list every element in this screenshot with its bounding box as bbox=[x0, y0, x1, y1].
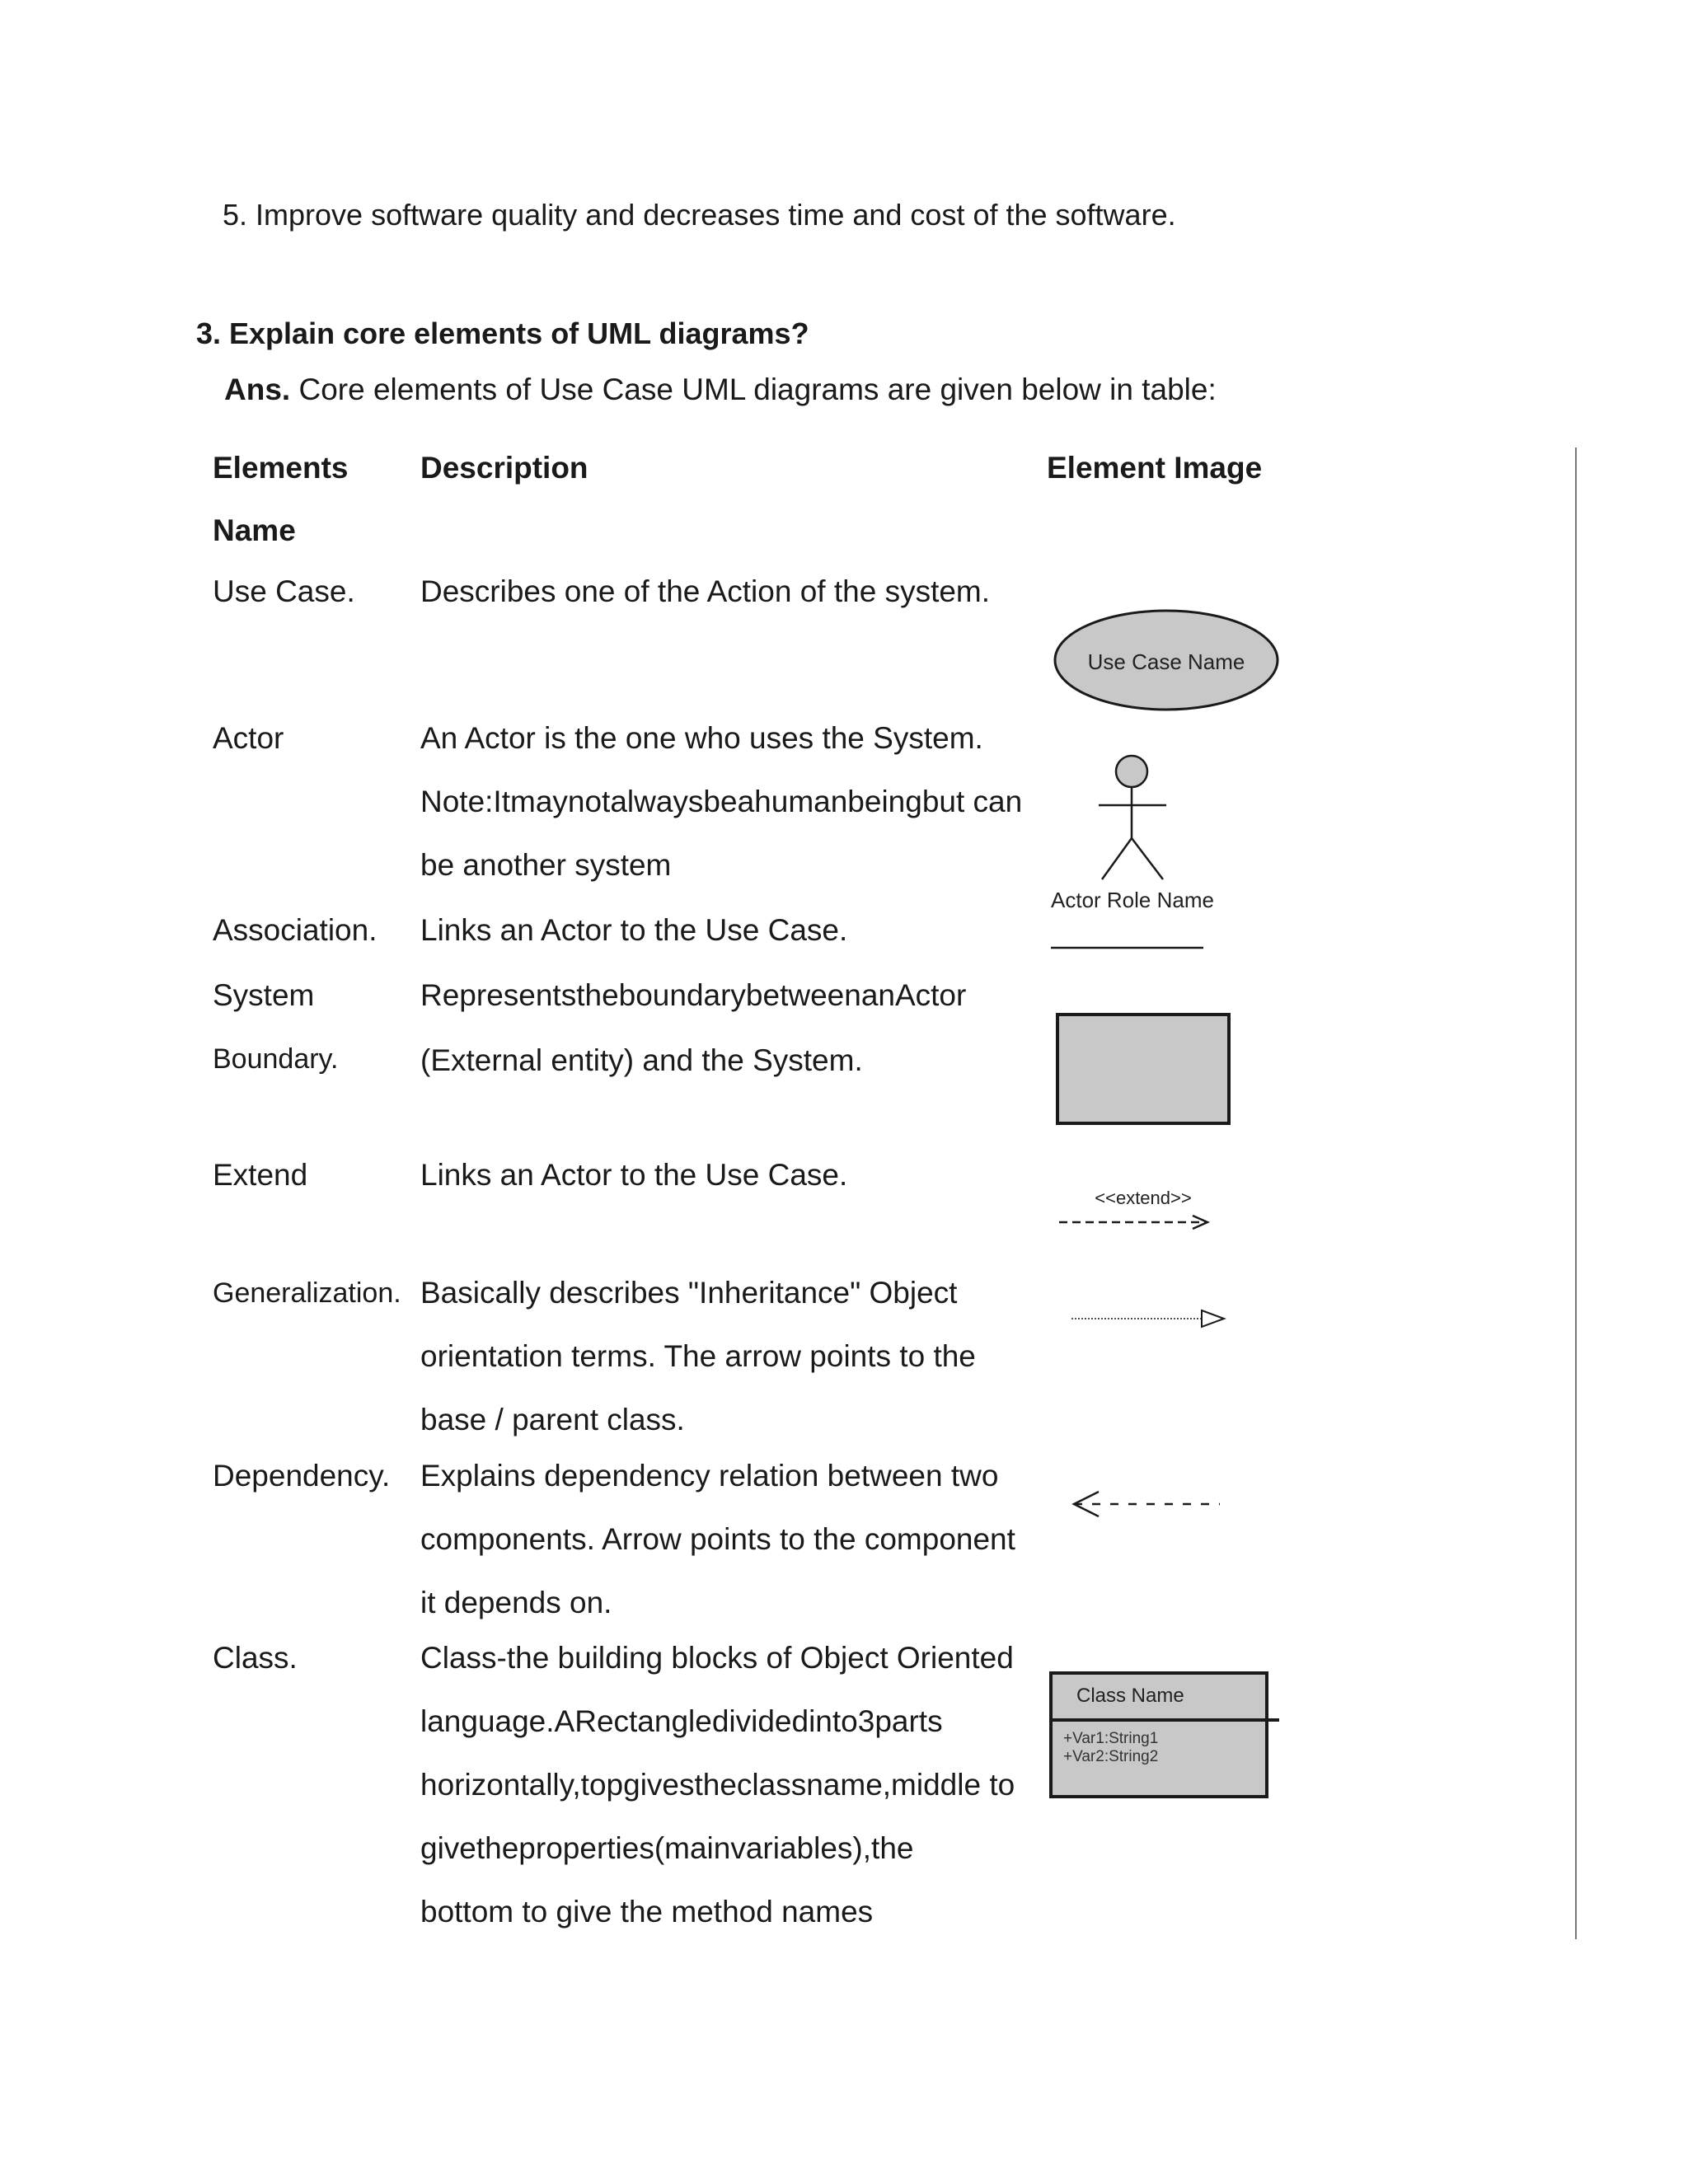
use-case-ellipse-image bbox=[1047, 606, 1286, 715]
question-heading: 3. Explain core elements of UML diagrams? bbox=[196, 316, 809, 350]
header-name: Name bbox=[213, 513, 296, 547]
row-desc-dependency-1: Explains dependency relation between two bbox=[420, 1459, 999, 1493]
row-desc-extend: Links an Actor to the Use Case. bbox=[420, 1158, 848, 1192]
header-element-image: Element Image bbox=[1047, 451, 1263, 485]
row-name-boundary: Boundary. bbox=[213, 1043, 339, 1075]
row-name-actor: Actor bbox=[213, 721, 284, 755]
row-desc-class-4: givetheproperties(mainvariables),the bbox=[420, 1831, 914, 1865]
answer-line bbox=[224, 373, 1217, 407]
class-image-name: Class Name bbox=[1076, 1685, 1184, 1707]
association-line-image bbox=[1047, 940, 1212, 956]
class-box-image bbox=[1047, 1669, 1286, 1809]
row-desc-association: Links an Actor to the Use Case. bbox=[420, 913, 848, 947]
extend-image-label: <<extend>> bbox=[1095, 1188, 1192, 1208]
system-boundary-rect-image bbox=[1053, 1010, 1235, 1127]
row-name-extend: Extend bbox=[213, 1158, 308, 1192]
row-desc-system-2: (External entity) and the System. bbox=[420, 1043, 863, 1077]
answer-text: Core elements of Use Case UML diagrams are given below in table: bbox=[290, 373, 1217, 406]
use-case-image-label: Use Case Name bbox=[1087, 649, 1245, 674]
row-desc-use-case: Describes one of the Action of the system. bbox=[420, 574, 991, 608]
row-name-generalization: Generalization. bbox=[213, 1277, 401, 1309]
answer-label: Ans. bbox=[224, 373, 291, 406]
intro-item: 5. Improve software quality and decreases time and cost of the software. bbox=[223, 198, 1176, 232]
actor-stick-figure-image bbox=[1047, 752, 1236, 916]
row-desc-actor-1: An Actor is the one who uses the System. bbox=[420, 721, 983, 755]
class-image-attr-2: +Var2:String2 bbox=[1063, 1748, 1159, 1765]
row-desc-dependency-3: it depends on. bbox=[420, 1586, 612, 1619]
row-desc-actor-2: Note:Itmaynotalwaysbeahumanbeingbut can bbox=[420, 785, 1023, 818]
class-image-attr-1: +Var1:String1 bbox=[1063, 1730, 1159, 1747]
row-name-dependency: Dependency. bbox=[213, 1459, 391, 1493]
row-desc-generalization-2: orientation terms. The arrow points to the bbox=[420, 1339, 976, 1373]
row-desc-dependency-2: components. Arrow points to the component bbox=[420, 1522, 1015, 1556]
header-description: Description bbox=[420, 451, 588, 485]
generalization-arrow-image bbox=[1067, 1302, 1240, 1335]
row-name-association: Association. bbox=[213, 913, 377, 947]
row-desc-actor-3: be another system bbox=[420, 848, 672, 882]
header-elements: Elements bbox=[213, 451, 349, 485]
row-desc-class-5: bottom to give the method names bbox=[420, 1895, 874, 1929]
row-desc-generalization-1: Basically describes "Inheritance" Object bbox=[420, 1276, 958, 1310]
dependency-arrow-image bbox=[1067, 1483, 1232, 1525]
actor-image-label: Actor Role Name bbox=[1051, 888, 1214, 912]
row-desc-class-3: horizontally,topgivestheclassname,middle to bbox=[420, 1768, 1015, 1802]
extend-dashed-arrow-image bbox=[1051, 1183, 1232, 1240]
row-name-class: Class. bbox=[213, 1641, 298, 1675]
row-desc-generalization-3: base / parent class. bbox=[420, 1403, 685, 1436]
row-desc-system-1: RepresentstheboundarybetweenanActor bbox=[420, 978, 967, 1012]
row-name-system: System bbox=[213, 978, 315, 1012]
row-desc-class-2: language.ARectangledividedinto3parts bbox=[420, 1704, 943, 1738]
page-right-rule bbox=[1575, 448, 1577, 1939]
row-desc-class-1: Class-the building blocks of Object Oriented bbox=[420, 1641, 1014, 1675]
row-name-use-case: Use Case. bbox=[213, 574, 355, 608]
